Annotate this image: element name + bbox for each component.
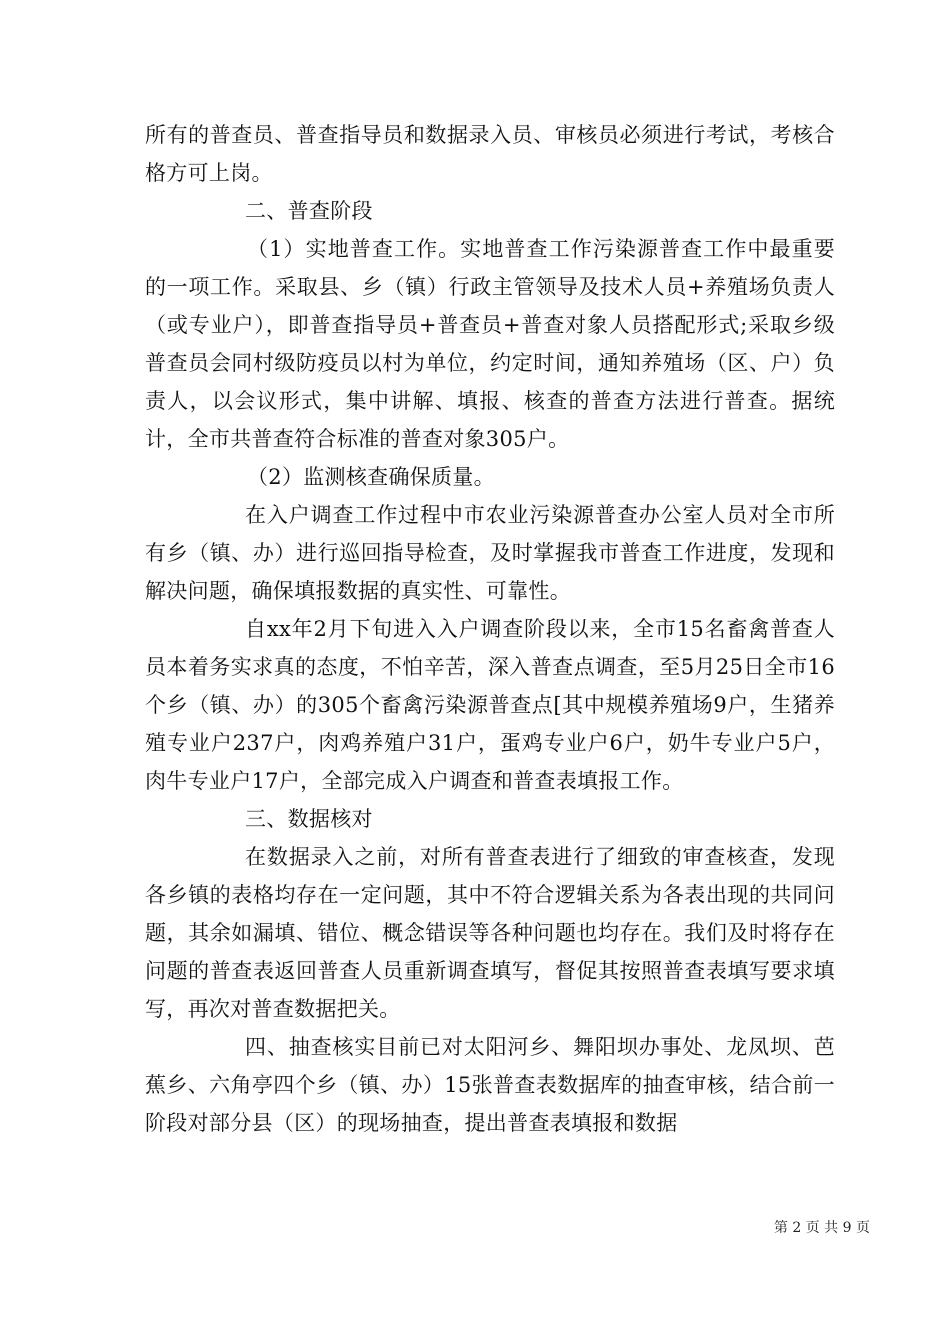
heading-data-check: 三、数据核对 (245, 807, 373, 831)
paragraph-household-survey: 自xx年2月下旬进入入户调查阶段以来，全市15名畜禽普查人员本着务实求真的态度，不怕辛苦，深入普查点调查，至5月25日全市16个乡（镇、办）的305个畜禽污染源普查点[其中规模养殖场9户，生猪养殖专业户237户，肉鸡养殖户31户，蛋鸡专业户6户，奶牛专业户5户，肉牛专业户17户，全部完成入户调查和普查表填报工作。 (145, 617, 835, 793)
paragraph-data-review: 在数据录入之前，对所有普查表进行了细致的审查核查，发现各乡镇的表格均存在一定问题，其中不符合逻辑关系为各表出现的共同问题，其余如漏填、错位、概念错误等各种问题也均存在。我们及时将存在问题的普查表返回普查人员重新调查填写，督促其按照普查表填写要求填写，再次对普查数据把关。 (145, 845, 835, 1021)
paragraph-quality-monitoring: （2）监测核查确保质量。 (247, 465, 495, 489)
paragraph-spot-check: 四、抽查核实目前已对太阳河乡、舞阳坝办事处、龙凤坝、芭蕉乡、六角亭四个乡（镇、办）15张普查表数据库的抽查审核，结合前一阶段对部分县（区）的现场抽查，提出普查表填报和数据 (145, 1035, 835, 1135)
paragraph-inspection-guidance: 在入户调查工作过程中市农业污染源普查办公室人员对全市所有乡（镇、办）进行巡回指导检查，及时掌握我市普查工作进度，发现和解决问题，确保填报数据的真实性、可靠性。 (145, 503, 835, 603)
heading-survey-stage: 二、普查阶段 (245, 199, 373, 223)
paragraph-exam-requirement: 所有的普查员、普查指导员和数据录入员、审核员必须进行考试，考核合格方可上岗。 (145, 123, 835, 185)
paragraph-field-survey: （1）实地普查工作。实地普查工作污染源普查工作中最重要的一项工作。采取县、乡（镇）行政主管领导及技术人员+养殖场负责人（或专业户），即普查指导员+普查员+普查对象人员搭配形式;采取乡级普查员会同村级防疫员以村为单位，约定时间，通知养殖场（区、户）负责人，以会议形式，集中讲解、填报、核查的普查方法进行普查。据统计，全市共普查符合标准的普查对象305户。 (145, 237, 835, 451)
document-body (145, 116, 835, 1142)
page-number-footer: 第 2 页 共 9 页 (773, 1220, 870, 1236)
